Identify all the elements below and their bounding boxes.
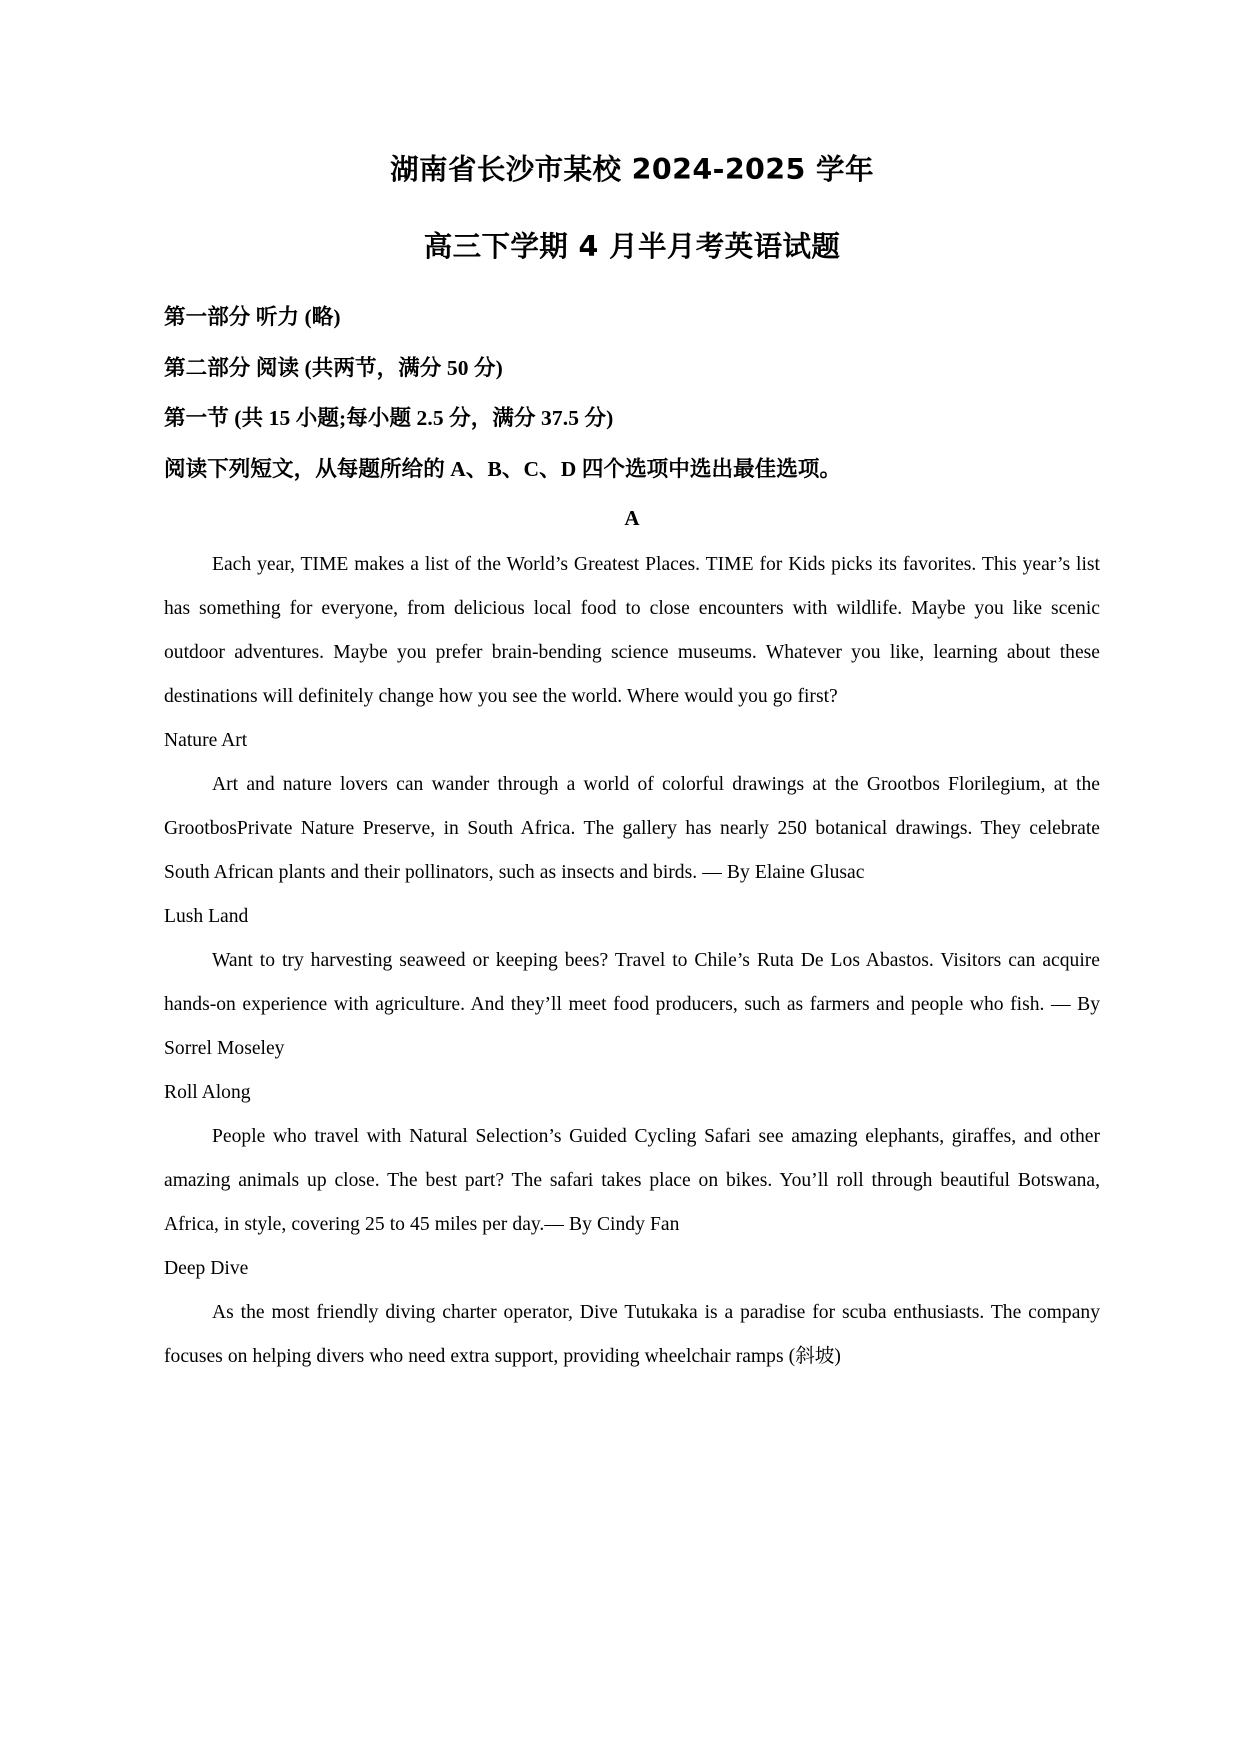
- passage-intro-paragraph: Each year, TIME makes a list of the World’s Greatest Places. TIME for Kids picks its favorites. This year’s list has something for everyone, from delicious local food to close encounters with wildlife. Maybe you like scenic outdoor adventures. Maybe you prefer brain-bending science museums. Whatever you like, learning about these destinations will definitely change how you see the world. Where would you go first?: [164, 554, 1100, 707]
- document-title-line-1: 湖南省长沙市某校 2024-2025 学年: [390, 153, 874, 186]
- passage-label-a: A: [624, 506, 640, 530]
- passage-item-heading-lush-land: Lush Land: [164, 906, 249, 927]
- section-heading-part-two: 第二部分 阅读 (共两节，满分 50 分): [164, 355, 503, 380]
- passage-item-paragraph-roll-along: People who travel with Natural Selection’s Guided Cycling Safari see amazing elephants, giraffes, and other amazing animals up close. The best part? The safari takes place on bikes. You’ll roll through beautiful Botswana, Africa, in style, covering 25 to 45 miles per day.— By Cindy Fan: [164, 1126, 1100, 1235]
- passage-item-heading-roll-along: Roll Along: [164, 1082, 251, 1103]
- section-heading-instruction: 阅读下列短文，从每题所给的 A、B、C、D 四个选项中选出最佳选项。: [164, 456, 842, 481]
- section-heading-subsection-one: 第一节 (共 15 小题;每小题 2.5 分，满分 37.5 分): [164, 406, 614, 430]
- passage-item-paragraph-lush-land: Want to try harvesting seaweed or keeping bees? Travel to Chile’s Ruta De Los Abastos. Visitors can acquire hands-on experience with agriculture. And they’ll meet food producers, such as farmers and people who fish. — By Sorrel Moseley: [164, 950, 1100, 1059]
- document-title-line-2: 高三下学期 4 月半月考英语试题: [423, 229, 841, 263]
- passage-item-heading-nature-art: Nature Art: [164, 730, 248, 751]
- passage-item-paragraph-nature-art: Art and nature lovers can wander through a world of colorful drawings at the Grootbos Florilegium, at the GrootbosPrivate Nature Preserve, in South Africa. The gallery has nearly 250 botanical drawings. They celebrate South African plants and their pollinators, such as insects and birds. — By Elaine Glusac: [164, 774, 1100, 883]
- section-heading-part-one: 第一部分 听力 (略): [164, 305, 341, 329]
- passage-item-paragraph-deep-dive: As the most friendly diving charter operator, Dive Tutukaka is a paradise for scuba enthusiasts. The company focuses on helping divers who need extra support, providing wheelchair ramps (斜坡): [164, 1302, 1100, 1367]
- passage-item-heading-deep-dive: Deep Dive: [164, 1258, 249, 1279]
